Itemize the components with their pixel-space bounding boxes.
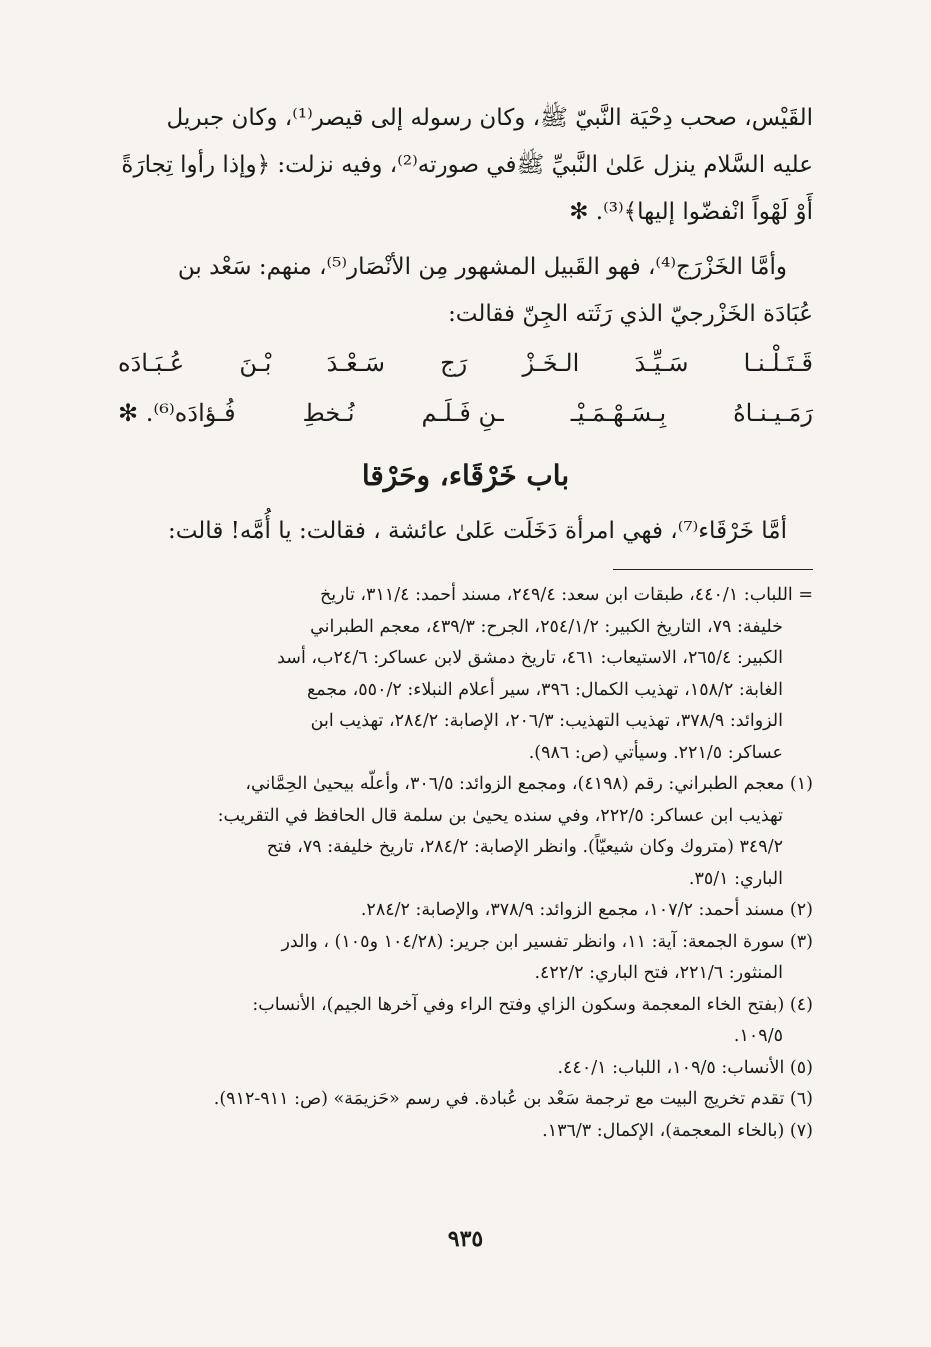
footnote-divider (613, 569, 813, 570)
footnote-line: الباري: ٣٥/١. (688, 868, 783, 889)
footnote-1 (118, 769, 813, 895)
poem-word: نُـخطِ (302, 399, 355, 427)
paragraph2-line-1: وأمَّا الخَزْرَج⁽⁴⁾، فهو القَبيل المشهور مِن الأنْصَار⁽⁵⁾، منهم: سَعْد بن (177, 254, 787, 280)
poem-word: رَمَـيـنـاهُ (733, 399, 813, 427)
paragraph2-line-2: عُبَادَة الخَزْرجيّ الذي رَثَته الجِنّ فقالت: (448, 301, 813, 327)
footnote-divider-wrap (118, 569, 813, 570)
footnote-3 (118, 927, 813, 990)
poem-word: بِـسَـهْـمَـيْـ (570, 399, 667, 427)
poem-word: سَـيِّـدَ (634, 349, 689, 377)
footnote-line: عساكر: ٢٢١/٥. وسيأتي (ص: ٩٨٦). (528, 742, 783, 763)
footnote-2 (118, 895, 813, 927)
footnote-line: المنثور: ٢٢١/٦، فتح الباري: ٤٢٢/٢. (534, 963, 783, 983)
footnote-line: (٤) (بفتح الخاء المعجمة وسكون الزاي وفتح الراء وفي آخرها الجيم)، الأنساب: (252, 994, 813, 1015)
footnotes (118, 580, 813, 1147)
footnote-6 (118, 1084, 813, 1116)
footnote-line: الزوائد: ٣٧٨/٩، تهذيب التهذيب: ٢٠٦/٣، الإصابة: ٢٨٤/٢، تهذيب ابن (310, 711, 783, 731)
footnote-4 (118, 990, 813, 1053)
page-number: ٩٣٥ (447, 1226, 484, 1252)
poem-word: سَـعْـدَ (326, 349, 385, 377)
body-line-2: عليه السَّلام ينزل عَلىٰ النَّبيِّ ﷺفي صورته⁽²⁾، وفيه نزلت: ﴿وإذا رأوا تِجارَةً (121, 152, 813, 178)
main-text (118, 95, 813, 555)
poem-verse-1 (118, 338, 813, 388)
poem-word: فُـؤادَه⁽⁶⁾. ✻ (118, 399, 236, 427)
footnote-continued (118, 580, 813, 769)
footnote-line: (١) معجم الطبراني: رقم (٤١٩٨)، ومجمع الزوائد: ٣٠٦/٥، وأعلّه بيحيىٰ الحِمَّاني، (245, 774, 813, 794)
footnote-line: (٧) (بالخاء المعجمة)، الإكمال: ١٣٦/٣. (542, 1120, 813, 1141)
footnote-line: الغابة: ١٥٨/٢، تهذيب الكمال: ٣٩٦، سير أعلام النبلاء: ٥٥٠/٢، مجمع (306, 679, 783, 700)
body-line-1: القَيْس، صحب دِحْيَة النَّبيّ ﷺ، وكان رسوله إلى قيصر⁽¹⁾، وكان جبريل (166, 105, 813, 131)
footnote-line: (٦) تقدم تخريج البيت مع ترجمة سَعْد بن عُبادة. في رسم «حَزيمَة» (ص: ٩١١-٩١٢). (213, 1089, 813, 1109)
footnote-line: الكبير: ٢٦٥/٤، الاستيعاب: ٤٦١، تاريخ دمشق لابن عساكر: ٢٤/٦ب، أسد (277, 648, 783, 668)
footnote-line: (٣) سورة الجمعة: آية: ١١، وانظر تفسير ابن جرير: (١٠٤/٢٨ و١٠٥) ، والدر (281, 931, 813, 952)
footnote-5 (118, 1053, 813, 1085)
page-content (118, 95, 813, 1147)
footnote-line: ١٠٩/٥. (733, 1026, 783, 1046)
footnote-line: تهذيب ابن عساكر: ٢٢٢/٥، وفي سنده يحيىٰ بن سلمة قال الحافظ في التقريب: (217, 805, 783, 826)
footnote-line: (٢) مسند أحمد: ١٠٧/٢، مجمع الزوائد: ٣٧٨/٩، والإصابة: ٢٨٤/٢. (360, 900, 813, 920)
poem-word: قَـتَـلْـنـا (743, 349, 813, 377)
poem-word: ـنِ فَـلَـم (421, 399, 504, 427)
poem-word: عُـبَـادَه (118, 349, 185, 377)
footnote-line: خليفة: ٧٩، التاريخ الكبير: ٢٥٤/١/٢، الجرح: ٤٣٩/٣، معجم الطبراني (310, 616, 783, 637)
paragraph3: أمَّا خَرْقَاء⁽⁷⁾، فهي امرأة دَخَلَت عَلىٰ عائشة ، فقالت: يا أُمَّه! قالت: (167, 518, 787, 544)
footnote-7 (118, 1116, 813, 1148)
poem-verse-2 (118, 388, 813, 438)
poem-word: بْـنَ (239, 349, 272, 377)
body-line-3: أَوْ لَهْواً انْفضّوا إليها﴾⁽³⁾. ✻ (569, 199, 813, 225)
footnote-line: = اللباب: ٤٤٠/١، طبقات ابن سعد: ٢٤٩/٤، مسند أحمد: ٣١١/٤، تاريخ (320, 585, 813, 605)
footnote-line: ٣٤٩/٢ (متروك وكان شيعيّاً). وانظر الإصابة: ٢٨٤/٢، تاريخ خليفة: ٧٩، فتح (266, 837, 783, 857)
poem-word: رَج (440, 349, 468, 377)
footnote-line: (٥) الأنساب: ١٠٩/٥، اللباب: ٤٤٠/١. (557, 1057, 813, 1078)
section-heading: باب خَرْقَاء، وحَرْقا (361, 459, 570, 492)
poem-word: الـخَـزْ (522, 349, 580, 377)
